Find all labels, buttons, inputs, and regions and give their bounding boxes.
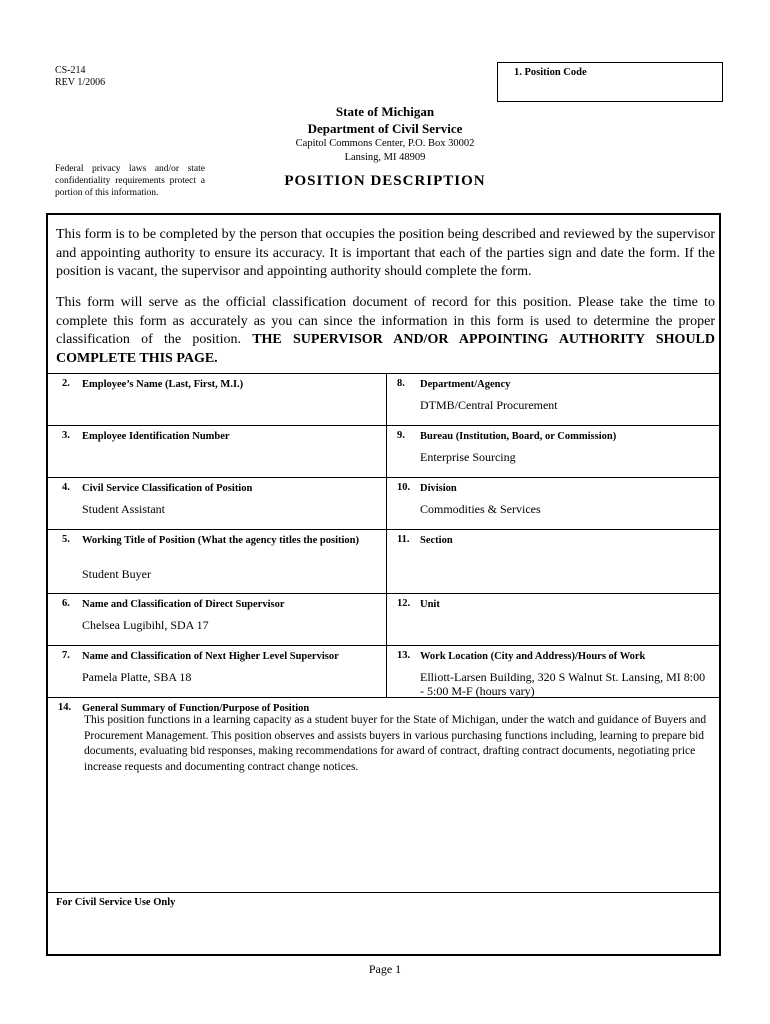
field-value: Commodities & Services (420, 502, 541, 516)
field-label: Employee’s Name (Last, First, M.I.) (82, 379, 244, 390)
document-header (200, 103, 570, 190)
position-code-label: 1. Position Code (514, 67, 587, 78)
field-number: 3. (62, 430, 70, 441)
civil-service-use-label: For Civil Service Use Only (56, 897, 176, 908)
field-number: 5. (62, 534, 70, 545)
field-division[interactable] (386, 477, 719, 529)
intro-paragraph-2 (56, 294, 715, 368)
form-main-section (46, 213, 721, 956)
field-work-location[interactable] (386, 645, 719, 697)
field-number: 9. (397, 430, 405, 441)
department-name: Department of Civil Service (307, 121, 463, 136)
field-bureau[interactable] (386, 425, 719, 477)
field-employee-id[interactable] (48, 425, 386, 477)
field-value: DTMB/Central Procurement (420, 398, 558, 412)
field-value: Student Buyer (82, 567, 151, 581)
field-value: Enterprise Sourcing (420, 450, 516, 464)
field-label: Unit (420, 599, 440, 610)
form-id (55, 65, 105, 89)
field-value: Student Assistant (82, 502, 166, 516)
field-label: Name and Classification of Next Higher Level Supervisor (82, 651, 339, 662)
document-title: POSITION DESCRIPTION (284, 173, 486, 189)
summary-text: This position functions in a learning capacity as a student buyer for the State of Michigan, under the watch and guidance of Buyers and Procurement Management. This position observes and assists buyers in various purchasing functions including, learning to prepare bid documents, evaluating bid responses, making recommendations for award of contract, drafting contract documents, negotiating price increase requests and documenting contract change notices. (84, 714, 707, 773)
form-revision: REV 1/2006 (55, 77, 106, 88)
field-label: Section (420, 535, 453, 546)
field-label: Work Location (City and Address)/Hours of Work (420, 651, 646, 662)
field-employee-name[interactable] (48, 373, 386, 425)
field-label: Name and Classification of Direct Supervisor (82, 599, 285, 610)
field-number: 10. (397, 482, 411, 493)
field-label: General Summary of Function/Purpose of Position (82, 703, 310, 714)
field-number: 8. (397, 378, 405, 389)
field-direct-supervisor[interactable] (48, 593, 386, 645)
field-general-summary[interactable] (48, 697, 719, 892)
field-number: 11. (397, 534, 410, 545)
field-label: Employee Identification Number (82, 431, 230, 442)
field-department-agency[interactable] (386, 373, 719, 425)
field-label: Department/Agency (420, 379, 511, 390)
field-label: Division (420, 483, 457, 494)
address-line2: Lansing, MI 48909 (344, 152, 426, 163)
field-unit[interactable] (386, 593, 719, 645)
field-label: Bureau (Institution, Board, or Commission) (420, 431, 617, 442)
position-code-box[interactable] (497, 62, 723, 102)
intro-paragraph-1: This form is to be completed by the person that occupies the position being described and reviewed by the supervisor and appointing authority to ensure its accuracy. It is important that each of the parties sign and date the form. If the position is vacant, the supervisor and appointing authority should complete the form. (56, 227, 715, 279)
intro-paragraph-2-text: This form will serve as the official classification document of record for this position. Please take the time to complete this form as accurately as you can since the information in this form is used to determine the proper classification of the position. (56, 295, 715, 347)
civil-service-use-box (48, 892, 719, 955)
state-name: State of Michigan (335, 104, 435, 119)
field-value: Elliott-Larsen Building, 320 S Walnut St. Lansing, MI 8:00 - 5:00 M-F (hours vary) (420, 670, 706, 698)
field-value: Chelsea Lugibihl, SDA 17 (82, 618, 209, 632)
field-classification[interactable] (48, 477, 386, 529)
field-section[interactable] (386, 529, 719, 593)
privacy-note: Federal privacy laws and/or state confidentiality requirements protect a portion of this information. (55, 164, 205, 198)
field-number: 13. (397, 650, 411, 661)
intro-paragraph-2-emphasis: THE SUPERVISOR AND/OR APPOINTING AUTHORITY SHOULD COMPLETE THIS PAGE. (56, 332, 715, 366)
address-line1: Capitol Commons Center, P.O. Box 30002 (295, 138, 475, 149)
field-value: Pamela Platte, SBA 18 (82, 670, 192, 684)
form-code: CS-214 (55, 65, 86, 76)
field-number: 12. (397, 598, 411, 609)
field-number: 14. (58, 702, 72, 713)
field-higher-supervisor[interactable] (48, 645, 386, 697)
field-number: 4. (62, 482, 70, 493)
field-label: Civil Service Classification of Position (82, 483, 253, 494)
field-number: 6. (62, 598, 70, 609)
field-number: 7. (62, 650, 70, 661)
field-working-title[interactable] (48, 529, 386, 593)
field-number: 2. (62, 378, 70, 389)
page-number: Page 1 (368, 962, 402, 976)
field-label: Working Title of Position (What the agency titles the position) (82, 535, 359, 546)
